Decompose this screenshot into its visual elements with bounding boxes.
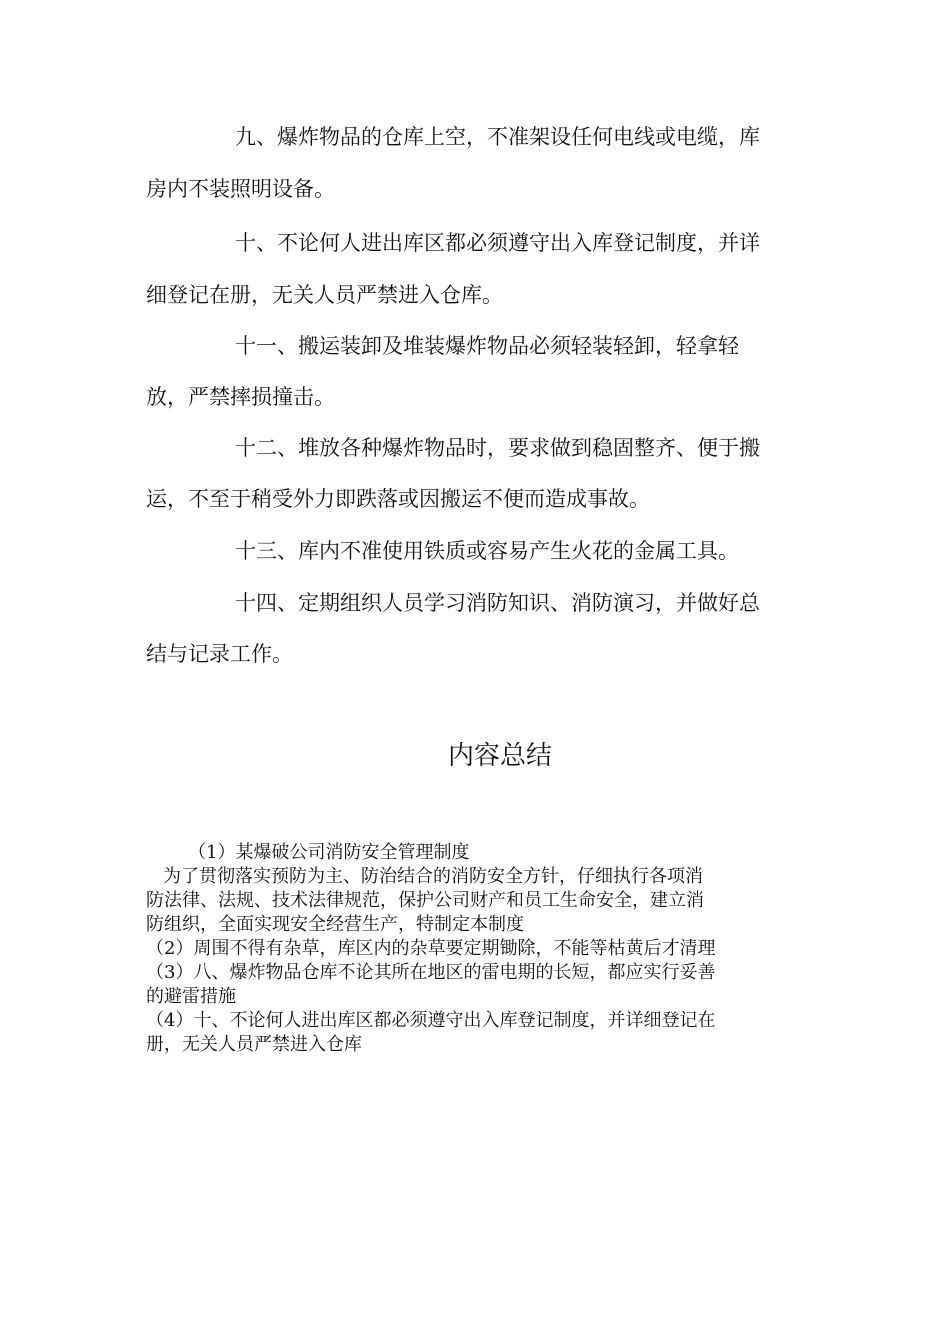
- summary-item-2: （2）周围不得有杂草，库区内的杂草要定期锄除，不能等枯黄后才清理: [146, 938, 716, 959]
- summary-item-3-line-2: 的避雷措施: [146, 986, 236, 1007]
- paragraph-9-line-1: 九、爆炸物品的仓库上空，不准架设任何电线或电缆，库: [235, 125, 760, 149]
- paragraph-10-line-2: 细登记在册，无关人员严禁进入仓库。: [146, 283, 503, 307]
- paragraph-14-line-2: 结与记录工作。: [146, 642, 293, 666]
- paragraph-11-line-1: 十一、搬运装卸及堆装爆炸物品必须轻装轻卸，轻拿轻: [235, 334, 739, 358]
- paragraph-13-line-1: 十三、库内不准使用铁质或容易产生火花的金属工具。: [235, 539, 739, 563]
- paragraph-12-line-1: 十二、堆放各种爆炸物品时，要求做到稳固整齐、便于搬: [235, 436, 760, 460]
- summary-item-4-line-2: 册，无关人员严禁进入仓库: [146, 1034, 362, 1055]
- summary-heading: 内容总结: [448, 741, 553, 771]
- paragraph-12-line-2: 运，不至于稍受外力即跌落或因搬运不便而造成事故。: [146, 487, 650, 511]
- summary-item-3-line-1: （3）八、爆炸物品仓库不论其所在地区的雷电期的长短，都应实行妥善: [146, 962, 716, 983]
- paragraph-11-line-2: 放，严禁摔损撞击。: [146, 385, 335, 409]
- summary-intro-line-2: 防法律、法规、技术法律规范，保护公司财产和员工生命安全，建立消: [146, 890, 704, 911]
- summary-intro-line-3: 防组织，全面实现安全经营生产，特制定本制度: [146, 914, 524, 935]
- summary-intro-line-1: 为了贯彻落实预防为主、防治结合的消防安全方针，仔细执行各项消: [163, 866, 703, 887]
- summary-item-1: （1）某爆破公司消防安全管理制度: [188, 842, 470, 863]
- paragraph-14-line-1: 十四、定期组织人员学习消防知识、消防演习，并做好总: [235, 591, 760, 615]
- summary-item-4-line-1: （4）十、不论何人进出库区都必须遵守出入库登记制度，并详细登记在: [146, 1010, 716, 1031]
- paragraph-9-line-2: 房内不装照明设备。: [146, 177, 335, 201]
- paragraph-10-line-1: 十、不论何人进出库区都必须遵守出入库登记制度，并详: [235, 231, 760, 255]
